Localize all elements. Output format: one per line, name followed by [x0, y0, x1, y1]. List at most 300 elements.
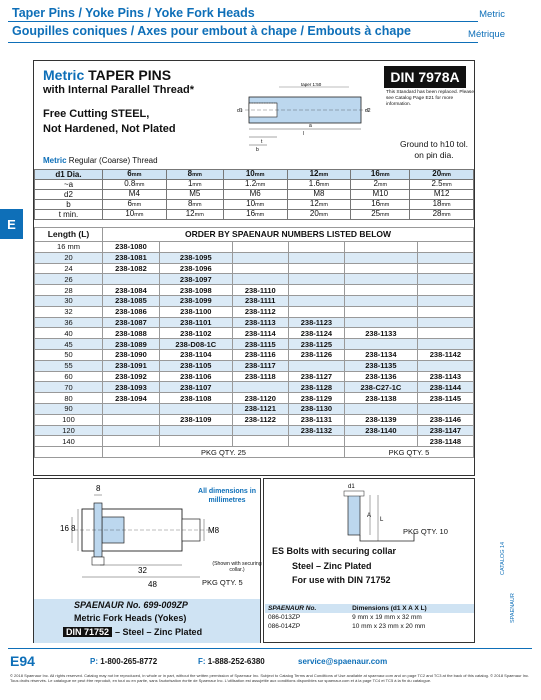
part-number-cell: 238-1101 [159, 317, 232, 328]
spec-value: M10 [372, 189, 389, 198]
part-number-cell: 238-1087 [103, 317, 160, 328]
part-number-cell: 238-1123 [288, 317, 344, 328]
part-number-cell: 238-1142 [417, 349, 473, 360]
fax-number: 1-888-252-6380 [207, 657, 265, 666]
pkg-qty-left: PKG QTY. 25 [103, 447, 345, 458]
spec-unit: mm [442, 182, 452, 188]
spec-cell [351, 180, 410, 190]
spec-value: 1.6 [308, 179, 320, 188]
part-number-cell: 238-1100 [159, 306, 232, 317]
part-number-cell [288, 295, 344, 306]
part-number-cell [159, 436, 232, 447]
d2-label: d2 [365, 108, 371, 114]
part-number-cell [344, 295, 417, 306]
spec-label: d1 Dia. [35, 170, 103, 180]
table-row [35, 339, 474, 350]
spec-cell [410, 200, 474, 210]
part-number-cell: 238-1134 [344, 349, 417, 360]
part-number-cell: 238-1111 [232, 295, 288, 306]
spec-value: 16 [371, 199, 381, 208]
part-number-cell [103, 274, 160, 285]
part-number-cell: 238-1117 [232, 360, 288, 371]
part-number-cell: 238-1144 [417, 382, 473, 393]
part-number-cell [159, 242, 232, 253]
dim-32: 32 [138, 566, 147, 575]
title-english: Taper Pins / Yoke Pins / Yoke Fork Heads [12, 6, 255, 20]
spec-value: 12 [309, 199, 319, 208]
length-cell: 100 [35, 414, 103, 425]
es-material: Steel – Zinc Plated [292, 561, 372, 571]
spec-row [35, 210, 474, 220]
part-number-cell: 238-1088 [103, 328, 160, 339]
d1-label: d1 [237, 108, 243, 114]
spec-unit: mm [441, 202, 451, 208]
length-cell: 80 [35, 393, 103, 404]
part-number-cell: 238-1128 [288, 382, 344, 393]
part-number-cell [417, 317, 473, 328]
email-link[interactable]: service@spaenaur.com [298, 657, 388, 666]
table-row [265, 613, 474, 622]
part-number-cell [288, 285, 344, 296]
spec-value: 20 [309, 209, 319, 218]
length-cell: 40 [35, 328, 103, 339]
es-col-dimensions: Dimensions (d1 X A X L) [349, 604, 474, 613]
spec-value: M6 [249, 189, 261, 198]
page-number: E94 [10, 653, 35, 669]
length-cell: 30 [35, 295, 103, 306]
part-number-cell [344, 242, 417, 253]
table-row [35, 285, 474, 296]
part-number-cell: 238-1095 [159, 252, 232, 263]
b-label: b [256, 147, 259, 153]
taper-pin-drawing [229, 79, 379, 159]
header-rule [8, 42, 478, 43]
part-number-cell: 238-1125 [288, 339, 344, 350]
spec-cell [103, 210, 167, 220]
length-cell: 45 [35, 339, 103, 350]
table-row [35, 349, 474, 360]
length-cell: 60 [35, 371, 103, 382]
spec-cell [103, 170, 167, 180]
es-part-number: 086-013ZP [268, 613, 301, 621]
part-number-cell [288, 436, 344, 447]
spec-cell [287, 190, 351, 200]
spec-unit: mm [380, 212, 390, 218]
part-number-cell: 238-1113 [232, 317, 288, 328]
part-number-cell: 238-1090 [103, 349, 160, 360]
footer-rule [8, 648, 532, 649]
spec-unit: mm [319, 182, 330, 188]
part-number-cell: 238-1110 [232, 285, 288, 296]
tolerance-line-1: Ground to h10 tol. [399, 139, 469, 149]
part-number-cell: 238-1118 [232, 371, 288, 382]
spec-label: ~a [35, 180, 103, 190]
spec-row [35, 200, 474, 210]
part-number-cell [417, 263, 473, 274]
spec-cell [410, 190, 474, 200]
spec-value: 8 [187, 199, 193, 208]
spec-value: 10 [246, 199, 256, 208]
part-number-cell: 238-1115 [232, 339, 288, 350]
spec-unit: mm [132, 202, 142, 208]
length-header: Length (L) [35, 228, 103, 242]
thread-note [43, 156, 158, 165]
title-taper-pins: TAPER PINS [88, 67, 172, 83]
spec-cell [223, 170, 287, 180]
part-number-cell [417, 242, 473, 253]
phone-number: 1-800-265-8772 [100, 657, 158, 666]
spec-value: 10 [245, 169, 255, 178]
spec-cell [166, 170, 223, 180]
yoke-material [63, 627, 202, 637]
part-number-cell: 238-1092 [103, 371, 160, 382]
fax-label: F: [198, 657, 206, 666]
product-title [43, 67, 171, 83]
spec-unit: mm [377, 182, 388, 188]
spec-cell [410, 170, 474, 180]
part-number-cell: 238-1120 [232, 393, 288, 404]
spec-value: 18 [432, 199, 442, 208]
spec-cell [287, 200, 351, 210]
es-part-number: 086-014ZP [268, 622, 301, 630]
spec-unit: mm [441, 212, 451, 218]
spec-unit: mm [379, 172, 390, 178]
spec-table [34, 169, 474, 220]
part-number-cell [417, 252, 473, 263]
section-tab: E [0, 209, 23, 239]
spec-cell [287, 180, 351, 190]
length-cell: 24 [35, 263, 103, 274]
title-metric: Metric [43, 67, 85, 83]
thread-type: Regular (Coarse) Thread [68, 156, 158, 165]
page-footer [0, 650, 541, 700]
part-number-cell [103, 414, 160, 425]
spec-unit: mm [192, 172, 202, 178]
length-cell: 55 [35, 360, 103, 371]
table-row [35, 371, 474, 382]
spec-value: 16 [246, 209, 256, 218]
part-number-cell [232, 382, 288, 393]
material-line-1: Free Cutting STEEL, [43, 108, 150, 120]
label-metrique: Métrique [468, 29, 505, 40]
length-cell: 32 [35, 306, 103, 317]
yoke-spaenaur-number: SPAENAUR No. 699-009ZP [74, 600, 188, 610]
table-row [35, 242, 474, 253]
part-number-cell [344, 403, 417, 414]
spec-value: M5 [189, 189, 201, 198]
side-text [500, 535, 524, 625]
part-number-cell: 238-1122 [232, 414, 288, 425]
spec-row [35, 190, 474, 200]
order-header-row [35, 228, 474, 242]
spec-unit: mm [255, 212, 265, 218]
part-number-cell: 238-1121 [232, 403, 288, 414]
es-header-row [265, 604, 474, 613]
spec-cell [351, 170, 410, 180]
spec-unit: mm [318, 172, 329, 178]
spec-unit: mm [131, 172, 142, 178]
part-number-cell: 238-1108 [159, 393, 232, 404]
collar-note: (Shown with securing collar.) [212, 561, 262, 573]
es-a-label: A [367, 513, 372, 519]
part-number-cell [344, 339, 417, 350]
spec-value: 20 [432, 169, 442, 178]
part-number-cell: 238-1106 [159, 371, 232, 382]
part-number-cell: 238-1143 [417, 371, 473, 382]
spec-cell [223, 210, 287, 220]
spec-value: 0.8 [124, 179, 136, 188]
part-number-cell [288, 274, 344, 285]
part-number-cell: 238-1109 [159, 414, 232, 425]
length-cell: 28 [35, 285, 103, 296]
length-cell: 70 [35, 382, 103, 393]
label-metric: Metric [479, 9, 505, 20]
length-cell: 140 [35, 436, 103, 447]
part-number-cell [344, 306, 417, 317]
part-number-cell [417, 274, 473, 285]
spec-value: 8 [187, 169, 193, 178]
spec-label: t min. [35, 210, 103, 220]
part-number-cell [417, 403, 473, 414]
table-row [35, 436, 474, 447]
part-number-cell: 238-1097 [159, 274, 232, 285]
part-number-cell: 238-1098 [159, 285, 232, 296]
yoke-description: Metric Fork Heads (Yokes) [74, 613, 187, 623]
part-number-cell: 238-1099 [159, 295, 232, 306]
part-number-cell [344, 274, 417, 285]
spec-value: 6 [127, 199, 132, 208]
dim-8-top: 8 [96, 484, 101, 493]
page-header [0, 0, 541, 52]
spec-cell [103, 200, 167, 210]
spec-cell [287, 210, 351, 220]
copyright-text: © 2018 Spaenaur Inc. All rights reserved. Catalog may not be reproduced, in whole or in part, without the written permission of Spaenaur Inc. Subject to Catalog Terms and Conditions of Use available at spaenaur.com and on page TC2 and TC3 at the back of this catalog. © 2018 Spaenaur Inc. Tous droits réservés. Le catalogue ne peut être reproduit, en tout ou en partie, sans l'autorisation écrite de Spaenaur Inc. L'utilisation est assujettie aux conditions disponibles sur spaenaur.com et à la page TC4 et TC5 à la fin du catalogue. [10, 673, 530, 683]
replacement-note: This Standard has been replaced. Please see Catalog Page E21 for more information. [386, 90, 474, 107]
part-number-cell: 238-1148 [417, 436, 473, 447]
spec-value: 25 [371, 209, 381, 218]
title-french: Goupilles coniques / Axes pour embout à chape / Embouts à chape [12, 24, 411, 38]
part-number-cell [417, 285, 473, 296]
es-title: ES Bolts with securing collar [272, 546, 397, 556]
table-row [35, 414, 474, 425]
pkg-qty-row [35, 447, 474, 458]
spec-unit: mm [256, 182, 266, 188]
side-spaenaur: SPAENAUR [510, 593, 516, 623]
part-number-cell [344, 436, 417, 447]
spec-cell [103, 190, 167, 200]
table-row [35, 252, 474, 263]
table-row [35, 425, 474, 436]
dim-48: 48 [148, 580, 157, 589]
tolerance-note [394, 139, 474, 161]
part-number-cell [288, 242, 344, 253]
length-cell: 36 [35, 317, 103, 328]
part-number-cell [288, 252, 344, 263]
yoke-material-text: – Steel – Zinc Plated [115, 627, 203, 637]
table-row [35, 295, 474, 306]
part-number-cell [417, 306, 473, 317]
part-number-cell: 238-C27-1C [344, 382, 417, 393]
spec-value: M4 [128, 189, 140, 198]
part-number-cell [417, 295, 473, 306]
spec-value: M8 [313, 189, 325, 198]
part-number-cell [344, 285, 417, 296]
spec-cell [166, 200, 223, 210]
spec-unit: mm [192, 202, 202, 208]
part-number-cell [288, 263, 344, 274]
part-number-cell: 238-1114 [232, 328, 288, 339]
tolerance-line-2: on pin dia. [414, 150, 454, 160]
part-number-cell: 238-1107 [159, 382, 232, 393]
spec-cell [223, 190, 287, 200]
din-71752-tag: DIN 71752 [63, 627, 112, 637]
spec-unit: mm [135, 182, 145, 188]
part-number-cell [232, 263, 288, 274]
spec-row [35, 180, 474, 190]
part-number-cell [232, 274, 288, 285]
order-header: ORDER BY SPAENAUR NUMBERS LISTED BELOW [103, 228, 474, 242]
part-number-cell [232, 242, 288, 253]
a-label: a [309, 123, 312, 129]
part-number-cell: 238-1112 [232, 306, 288, 317]
fork-head-box [33, 478, 261, 643]
dimension-note: All dimensions in millimetres [198, 488, 256, 504]
thread-metric: Metric [43, 156, 67, 165]
part-number-cell: 238-1135 [344, 360, 417, 371]
part-number-cell [232, 425, 288, 436]
part-number-cell: 238-1132 [288, 425, 344, 436]
spec-cell [166, 190, 223, 200]
es-bolts-table [265, 604, 474, 631]
part-number-cell: 238-1146 [417, 414, 473, 425]
es-dimensions: 9 mm x 19 mm x 32 mm [352, 613, 422, 621]
part-number-cell [159, 403, 232, 414]
table-row [35, 306, 474, 317]
phone [90, 657, 157, 666]
part-number-cell: 238-1086 [103, 306, 160, 317]
taper-pins-panel [33, 60, 475, 476]
spec-label: b [35, 200, 103, 210]
material-line-2: Not Hardened, Not Plated [43, 123, 176, 135]
part-number-cell: 238-1105 [159, 360, 232, 371]
es-usage: For use with DIN 71752 [292, 575, 391, 585]
es-pkg-qty: PKG QTY. 10 [403, 527, 448, 536]
part-number-cell: 238-1102 [159, 328, 232, 339]
spec-cell [166, 180, 223, 190]
length-cell: 120 [35, 425, 103, 436]
spec-value: 6 [127, 169, 132, 178]
spec-value: 2.5 [431, 179, 443, 188]
dim-8-side: 8 [71, 524, 76, 533]
part-number-cell: 238-1130 [288, 403, 344, 414]
part-number-cell: 238-1091 [103, 360, 160, 371]
din-badge: DIN 7978A [384, 66, 466, 88]
dim-m8: M8 [208, 526, 220, 535]
part-number-cell [344, 252, 417, 263]
es-l-label: L [380, 517, 384, 523]
part-number-cell: 238-1147 [417, 425, 473, 436]
table-row [35, 263, 474, 274]
spec-value: 12 [309, 169, 319, 178]
spec-value: 2 [373, 179, 378, 188]
spec-cell [287, 170, 351, 180]
table-row [35, 360, 474, 371]
pkg-spacer [35, 447, 103, 458]
part-number-cell: 238-1127 [288, 371, 344, 382]
table-row [35, 328, 474, 339]
yoke-info-block [34, 599, 260, 643]
spec-value: 1 [187, 179, 193, 188]
spec-unit: mm [380, 202, 390, 208]
taper-label: taper 1:50 [301, 82, 322, 87]
spec-cell [410, 180, 474, 190]
part-number-cell [288, 360, 344, 371]
spec-cell [351, 210, 410, 220]
spec-unit: mm [255, 202, 265, 208]
part-number-cell: 238-1138 [344, 393, 417, 404]
spec-value: 12 [185, 209, 195, 218]
part-number-cell: 238-1136 [344, 371, 417, 382]
l-label: l [303, 131, 305, 137]
side-catalog: CATALOG 14 [500, 541, 506, 575]
length-cell: 26 [35, 274, 103, 285]
pkg-qty-right: PKG QTY. 5 [344, 447, 473, 458]
part-number-cell: 238-1133 [344, 328, 417, 339]
part-number-cell: 238-D08-1C [159, 339, 232, 350]
spec-cell [103, 180, 167, 190]
part-number-cell: 238-1081 [103, 252, 160, 263]
part-number-cell [103, 436, 160, 447]
es-bolts-box [263, 478, 475, 643]
es-d1-label: d1 [348, 484, 355, 490]
es-dimensions: 10 mm x 23 mm x 20 mm [352, 622, 426, 630]
spec-value: 28 [432, 209, 442, 218]
part-number-cell: 238-1129 [288, 393, 344, 404]
table-row [35, 317, 474, 328]
spec-unit: mm [254, 172, 265, 178]
part-number-cell [417, 360, 473, 371]
spec-unit: mm [134, 212, 144, 218]
table-row [265, 622, 474, 631]
product-subtitle: with Internal Parallel Thread* [43, 84, 194, 96]
part-number-cell [103, 403, 160, 414]
spec-unit: mm [192, 182, 202, 188]
part-number-cell: 238-1131 [288, 414, 344, 425]
part-number-cell [417, 339, 473, 350]
order-table [34, 227, 474, 458]
header-rule [8, 21, 478, 22]
spec-unit: mm [194, 212, 204, 218]
part-number-cell: 238-1089 [103, 339, 160, 350]
spec-unit: mm [318, 212, 328, 218]
spec-value: 1.2 [245, 179, 257, 188]
part-number-cell: 238-1145 [417, 393, 473, 404]
spec-cell [351, 200, 410, 210]
phone-label: P: [90, 657, 98, 666]
table-row [35, 403, 474, 414]
spec-unit: mm [441, 172, 451, 178]
spec-label: d2 [35, 190, 103, 200]
spec-unit: mm [318, 202, 328, 208]
part-number-cell: 238-1085 [103, 295, 160, 306]
spec-value: M12 [433, 189, 450, 198]
part-number-cell: 238-1104 [159, 349, 232, 360]
part-number-cell [159, 425, 232, 436]
spec-value: 16 [370, 169, 380, 178]
part-number-cell [288, 306, 344, 317]
part-number-cell: 238-1096 [159, 263, 232, 274]
fax [198, 657, 265, 666]
